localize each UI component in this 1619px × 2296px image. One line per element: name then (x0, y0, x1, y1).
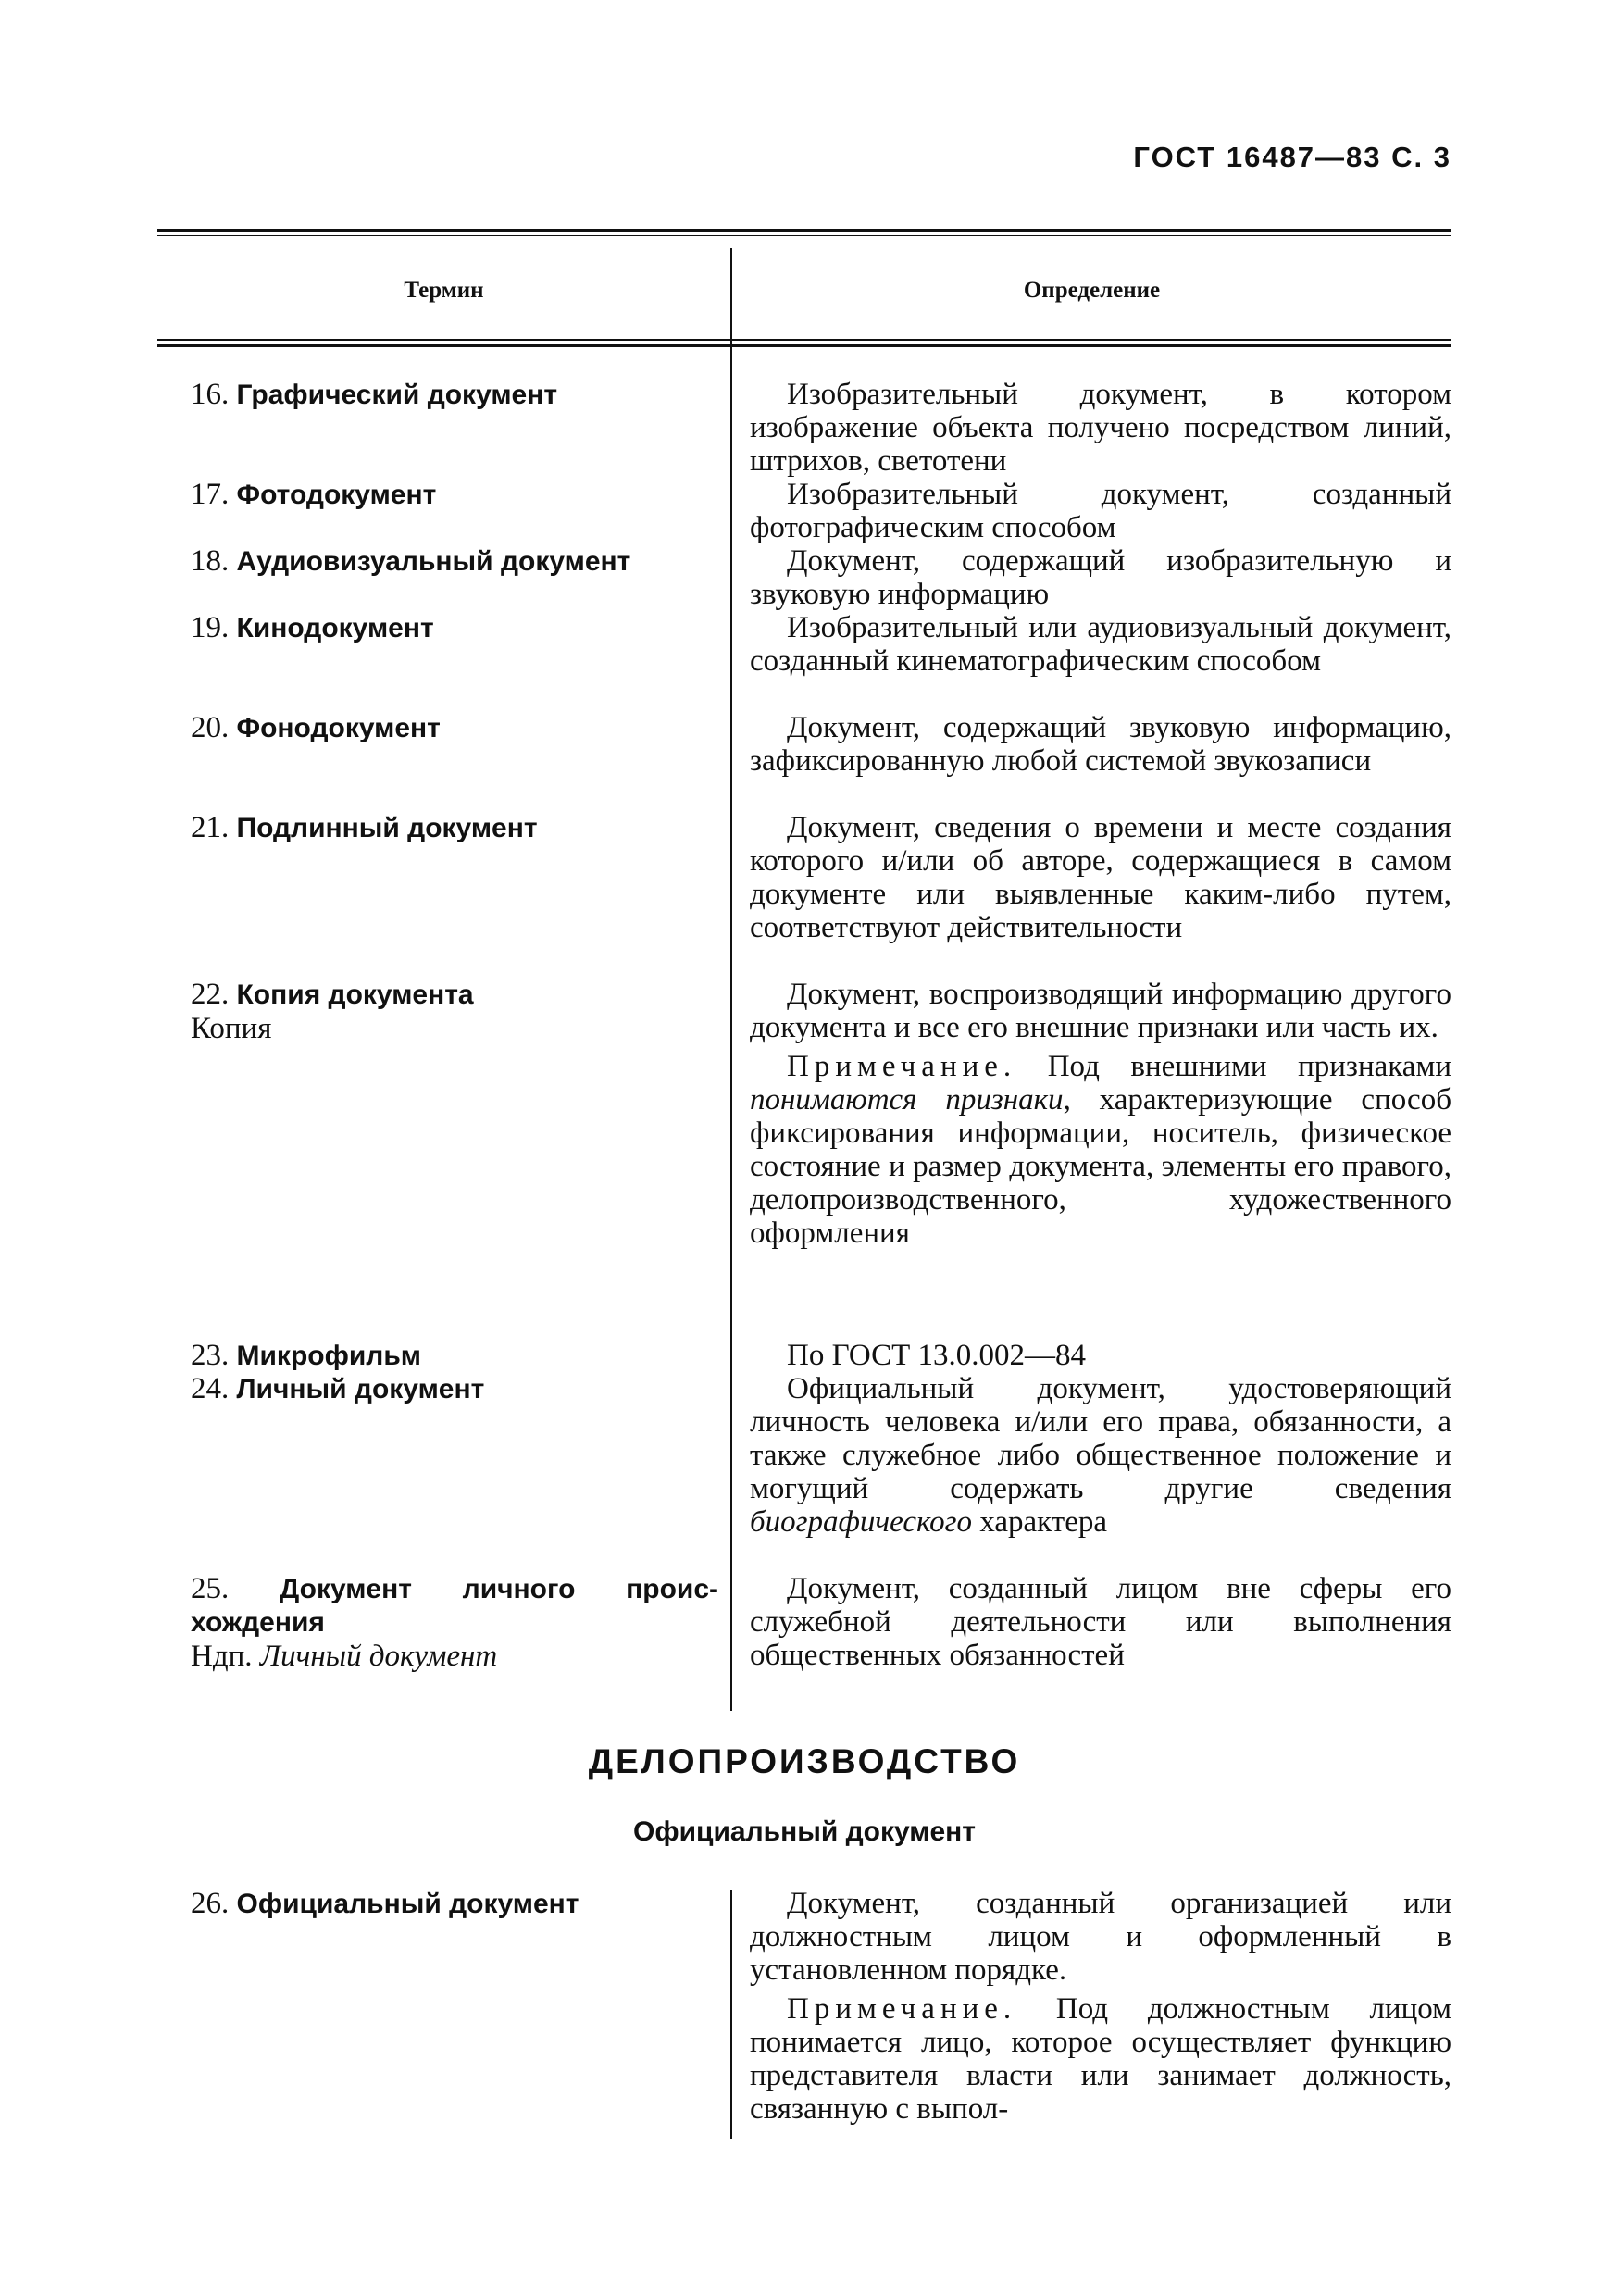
subsection-title: Официальный документ (633, 1816, 976, 1847)
term-18: 18. Аудиовизуальный документ (191, 544, 631, 578)
column-divider-2 (730, 1890, 732, 2139)
definition-24: Официальный документ, удостоверяющий личность человека и/или его права, обязанности, а также служебное либо общественное положение и могущий содержать другие сведения биографического характера (750, 1372, 1451, 1539)
term-22: 22. Копия документа Копия (191, 978, 718, 1045)
definition-18: Документ, содержащий изобразительную и звуковую информацию (750, 544, 1451, 611)
running-head: ГОСТ 16487—83 С. 3 (1133, 141, 1451, 173)
note-26: Примечание. Под должностным лицом понимается лицо, которое осуществляет функцию представителя власти или занимает должность, связанную с выпол- (750, 1992, 1451, 2126)
section-title: ДЕЛОПРОИЗВОДСТВО (588, 1742, 1021, 1780)
definition-23: По ГОСТ 13.0.002—84 (787, 1339, 1086, 1372)
table-top-rule (157, 229, 1451, 232)
term-24: 24. Личный документ (191, 1372, 485, 1405)
term-26: 26. Официальный документ (191, 1887, 579, 1920)
term-16: 16. Графический документ (191, 378, 558, 411)
term-20: 20. Фонодокумент (191, 711, 441, 744)
definition-17: Изобразительный документ, созданный фотографическим способом (750, 478, 1451, 544)
term-23: 23. Микрофильм (191, 1339, 421, 1372)
definition-25: Документ, созданный лицом вне сферы его служебной деятельности или выполнения общественных обязанностей (750, 1572, 1451, 1672)
definition-16: Изобразительный документ, в котором изображение объекта получено посредством линий, штрихов, светотени (750, 378, 1451, 478)
synonym-25: Ндп. Личный документ (191, 1640, 498, 1673)
table-header-rule (157, 339, 1451, 341)
table-top-rule-thin (157, 235, 1451, 236)
definition-20: Документ, содержащий звуковую информацию, зафиксированную любой системой звукозаписи (750, 711, 1451, 778)
definition-26: Документ, созданный организацией или должностным лицом и оформленный в установленном порядке. Примечание. Под должностным лицом понимается лицо, которое осуществляет функцию представителя власти или занимает должность, связанную с выпол- (750, 1887, 1451, 2126)
column-header-definition: Определение (1023, 278, 1161, 303)
term-19: 19. Кинодокумент (191, 611, 434, 644)
table-header-rule-thick (157, 344, 1451, 347)
term-17: 17. Фотодокумент (191, 478, 437, 511)
note-22: Примечание. Под внешними признаками понимаются признаки, характеризующие способ фиксирования информации, носитель, физическое состояние и размер документа, элементы его правого, делопроизводственного, художественного оформления (750, 1050, 1451, 1250)
definition-19: Изобразительный или аудиовизуальный документ, созданный кинематографическим способом (750, 611, 1451, 678)
term-21: 21. Подлинный документ (191, 811, 538, 844)
definition-22: Документ, воспроизводящий информацию другого документа и все его внешние признаки или часть их. Примечание. Под внешними признаками понимаются признаки, характеризующие способ фиксирования информации, носитель, физическое состояние и размер документа, элементы его правого, делопроизводственного, художественного оформления (750, 978, 1451, 1250)
term-25: 25. Документ личного проис- хождения Ндп. Личный документ (191, 1572, 719, 1673)
definition-21: Документ, сведения о времени и месте создания которого и/или об авторе, содержащиеся в самом документе или выявленные каким-либо путем, соответствуют действительности (750, 811, 1451, 944)
synonym-22: Копия (191, 1012, 272, 1045)
column-header-term: Термин (404, 278, 484, 303)
column-divider (730, 248, 732, 1711)
